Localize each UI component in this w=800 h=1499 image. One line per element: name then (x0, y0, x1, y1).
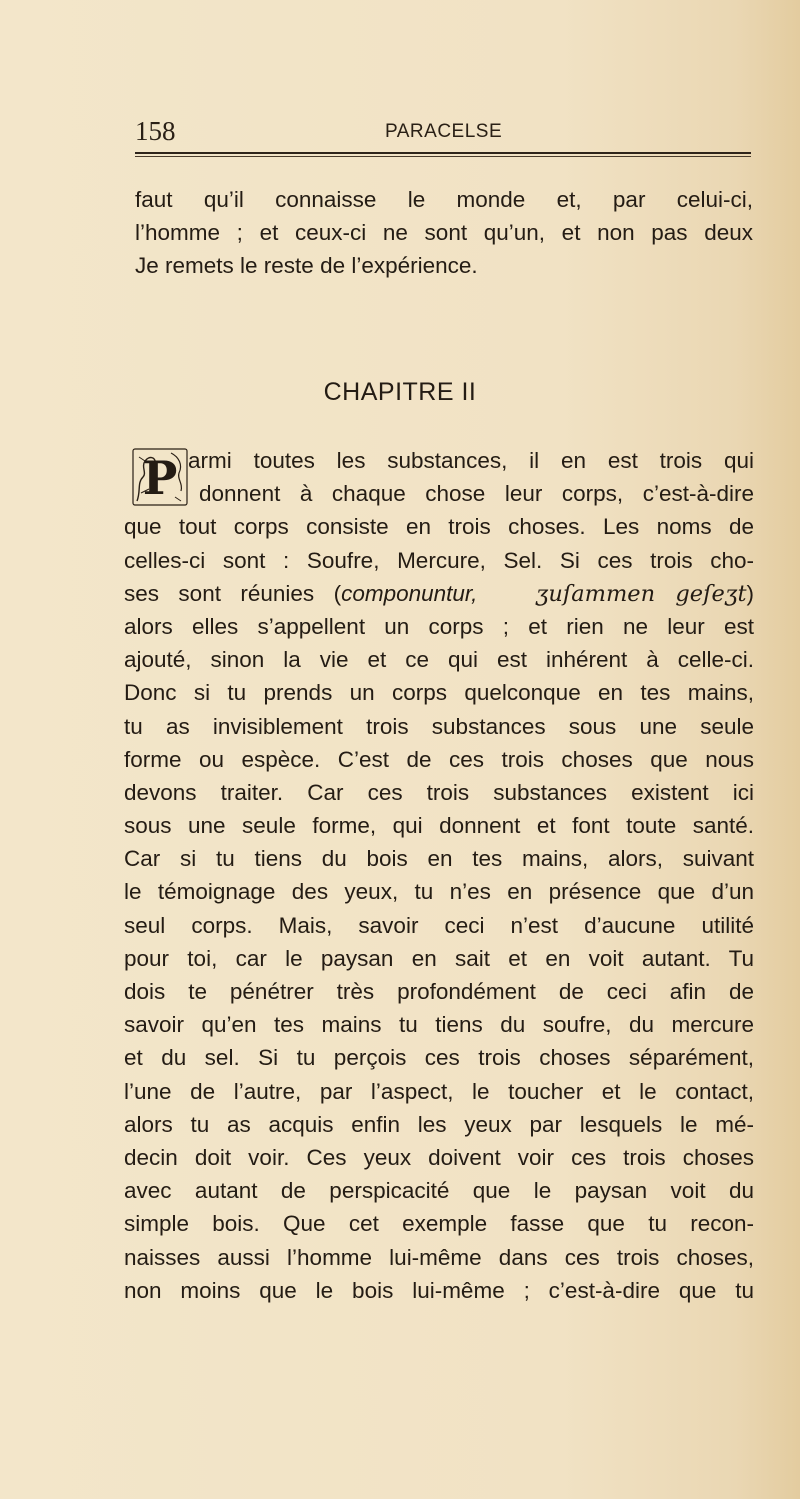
text-line: alors elles s’appellent un corps ; et rien ne leur est (124, 613, 754, 639)
text-line-with-terms (124, 577, 754, 610)
text-line: naisses aussi l’homme lui-même dans ces trois choses, (124, 1244, 754, 1270)
german-term: ʒuſammen geſeʒt (535, 580, 747, 607)
text-line: et du sel. Si tu perçois ces trois choses séparément, (124, 1045, 754, 1071)
text-line: non moins que le bois lui-même ; c’est-à-dire que tu (124, 1277, 754, 1303)
text-line: devons traiter. Car ces trois substances existent ici (124, 779, 754, 805)
chapter-paragraph (124, 444, 754, 1307)
text-line: l’homme ; et ceux-ci ne sont qu’un, et non pas deux (135, 220, 753, 246)
latin-term: componuntur, (341, 580, 478, 606)
text-line: le témoignage des yeux, tu n’es en présence que d’un (124, 879, 754, 905)
line-start: ses sont réunies ( (124, 580, 342, 606)
text-line: alors tu as acquis enfin les yeux par lesquels le mé- (124, 1111, 754, 1137)
text-line: pour toi, car le paysan en sait et en voit autant. Tu (124, 945, 754, 971)
running-title: PARACELSE (385, 121, 503, 142)
text-line: tu as invisiblement trois substances sous une seule (124, 713, 754, 739)
text-line: faut qu’il connaisse le monde et, par celui-ci, (135, 187, 753, 212)
text-line: sous une seule forme, qui donnent et font toute santé. (124, 813, 754, 839)
text-line: celles-ci sont : Soufre, Mercure, Sel. Si ces trois cho- (124, 547, 754, 573)
text-line: decin doit voir. Ces yeux doivent voir ces trois choses (124, 1144, 754, 1170)
text-line: ajouté, sinon la vie et ce qui est inhérent à celle-ci. (124, 647, 754, 673)
text-line: forme ou espèce. C’est de ces trois choses que nous (124, 746, 754, 772)
chapter-title: CHAPITRE II (323, 378, 477, 406)
text-line: dois te pénétrer très profondément de ceci afin de (124, 979, 754, 1004)
text-line: que tout corps consiste en trois choses. Les noms de (124, 514, 754, 540)
text-line: simple bois. Que cet exemple fasse que tu recon- (124, 1211, 754, 1237)
text-line: Car si tu tiens du bois en tes mains, alors, suivant (124, 846, 754, 872)
text-line: donnent à chaque chose leur corps, c’est-à-dire (199, 481, 754, 507)
text-line: l’une de l’autre, par l’aspect, le toucher et le contact, (124, 1078, 754, 1104)
header-rule-thick (135, 152, 751, 154)
text-line: savoir qu’en tes mains tu tiens du soufre, du mercure (124, 1012, 754, 1038)
text-line: Je remets le reste de l’expérience. (135, 253, 478, 279)
text-line: armi toutes les substances, il en est trois qui (188, 448, 754, 473)
line-end: ) (746, 580, 754, 606)
text-line: Donc si tu prends un corps quelconque en tes mains, (124, 680, 754, 706)
header-rule-thin (135, 156, 751, 157)
text-line: seul corps. Mais, savoir ceci n’est d’aucune utilité (124, 912, 754, 938)
svg-text:P: P (142, 451, 178, 505)
opening-paragraph (135, 183, 753, 283)
page-header (135, 116, 751, 152)
page-number: 158 (135, 116, 176, 146)
text-line: avec autant de perspicacité que le paysan voit du (124, 1178, 754, 1204)
